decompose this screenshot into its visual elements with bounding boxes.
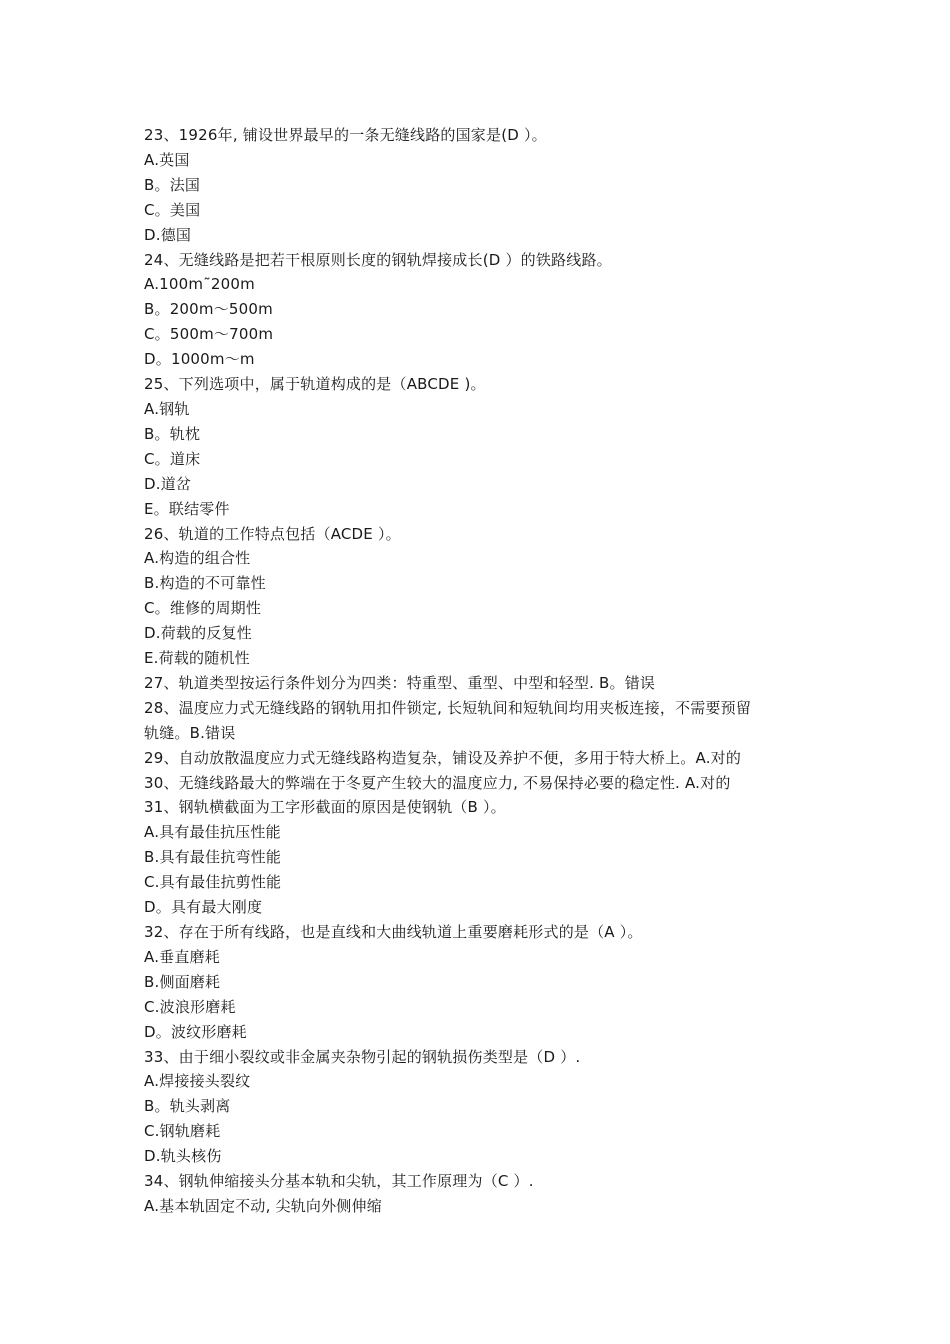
option-23-d: D.德国	[144, 225, 192, 244]
question-26: 26、轨道的工作特点包括（ACDE ）。	[144, 524, 401, 543]
option-32-b: B.侧面磨耗	[144, 972, 221, 991]
question-28: 28、温度应力式无缝线路的钢轨用扣件锁定, 长短轨间和短轨间均用夹板连接，不需要预留	[144, 698, 752, 717]
question-33: 33、由于细小裂纹或非金属夹杂物引起的钢轨损伤类型是（D ）.	[144, 1047, 581, 1066]
option-31-c: C.具有最佳抗剪性能	[144, 873, 282, 892]
option-25-e: E。联结零件	[144, 499, 230, 518]
option-24-c: C。500m～700m	[144, 325, 274, 344]
option-24-d: D。1000m～m	[144, 350, 255, 369]
question-24: 24、无缝线路是把若干根原则长度的钢轨焊接成长(D ）的铁路线路。	[144, 250, 612, 269]
option-34-a: A.基本轨固定不动, 尖轨向外侧伸缩	[144, 1196, 382, 1215]
option-23-a: A.英国	[144, 150, 190, 169]
option-33-a: A.焊接接头裂纹	[144, 1072, 251, 1091]
question-25: 25、下列选项中，属于轨道构成的是（ABCDE )。	[144, 375, 486, 394]
option-26-a: A.构造的组合性	[144, 549, 251, 568]
option-25-d: D.道岔	[144, 474, 192, 493]
option-31-d: D。具有最大刚度	[144, 898, 263, 917]
option-33-b: B。轨头剥离	[144, 1097, 231, 1116]
option-33-c: C.钢轨磨耗	[144, 1122, 221, 1141]
question-34: 34、钢轨伸缩接头分基本轨和尖轨，其工作原理为（C ）.	[144, 1172, 534, 1191]
question-28-continued: 轨缝。B.错误	[144, 723, 236, 742]
option-31-a: A.具有最佳抗压性能	[144, 823, 281, 842]
question-30: 30、无缝线路最大的弊端在于冬夏产生较大的温度应力, 不易保持必要的稳定性. A.对的	[144, 773, 731, 792]
question-29: 29、自动放散温度应力式无缝线路构造复杂，铺设及养护不便，多用于特大桥上。A.对的	[144, 748, 742, 767]
option-26-e: E.荷载的随机性	[144, 649, 250, 668]
option-26-c: C。维修的周期性	[144, 599, 262, 618]
option-23-c: C。美国	[144, 200, 201, 219]
option-24-b: B。200m～500m	[144, 300, 273, 319]
option-32-c: C.波浪形磨耗	[144, 997, 236, 1016]
option-23-b: B。法国	[144, 175, 201, 194]
option-24-a: A.100m˜200m	[144, 275, 255, 294]
option-26-d: D.荷载的反复性	[144, 624, 252, 643]
question-32: 32、存在于所有线路，也是直线和大曲线轨道上重要磨耗形式的是（A ）。	[144, 923, 643, 941]
option-31-b: B.具有最佳抗弯性能	[144, 848, 282, 867]
option-25-b: B。轨枕	[144, 424, 201, 443]
question-23: 23、1926年, 铺设世界最早的一条无缝线路的国家是(D ）。	[144, 126, 547, 144]
option-32-d: D。波纹形磨耗	[144, 1022, 247, 1041]
question-31: 31、钢轨横截面为工字形截面的原因是使钢轨（B ）。	[144, 798, 506, 817]
option-25-c: C。道床	[144, 449, 201, 468]
option-32-a: A.垂直磨耗	[144, 947, 220, 966]
option-25-a: A.钢轨	[144, 399, 190, 418]
option-26-b: B.构造的不可靠性	[144, 574, 266, 593]
document-body	[144, 123, 812, 1219]
question-27: 27、轨道类型按运行条件划分为四类：特重型、重型、中型和轻型. B。错误	[144, 673, 656, 692]
option-33-d: D.轨头核伤	[144, 1147, 222, 1166]
